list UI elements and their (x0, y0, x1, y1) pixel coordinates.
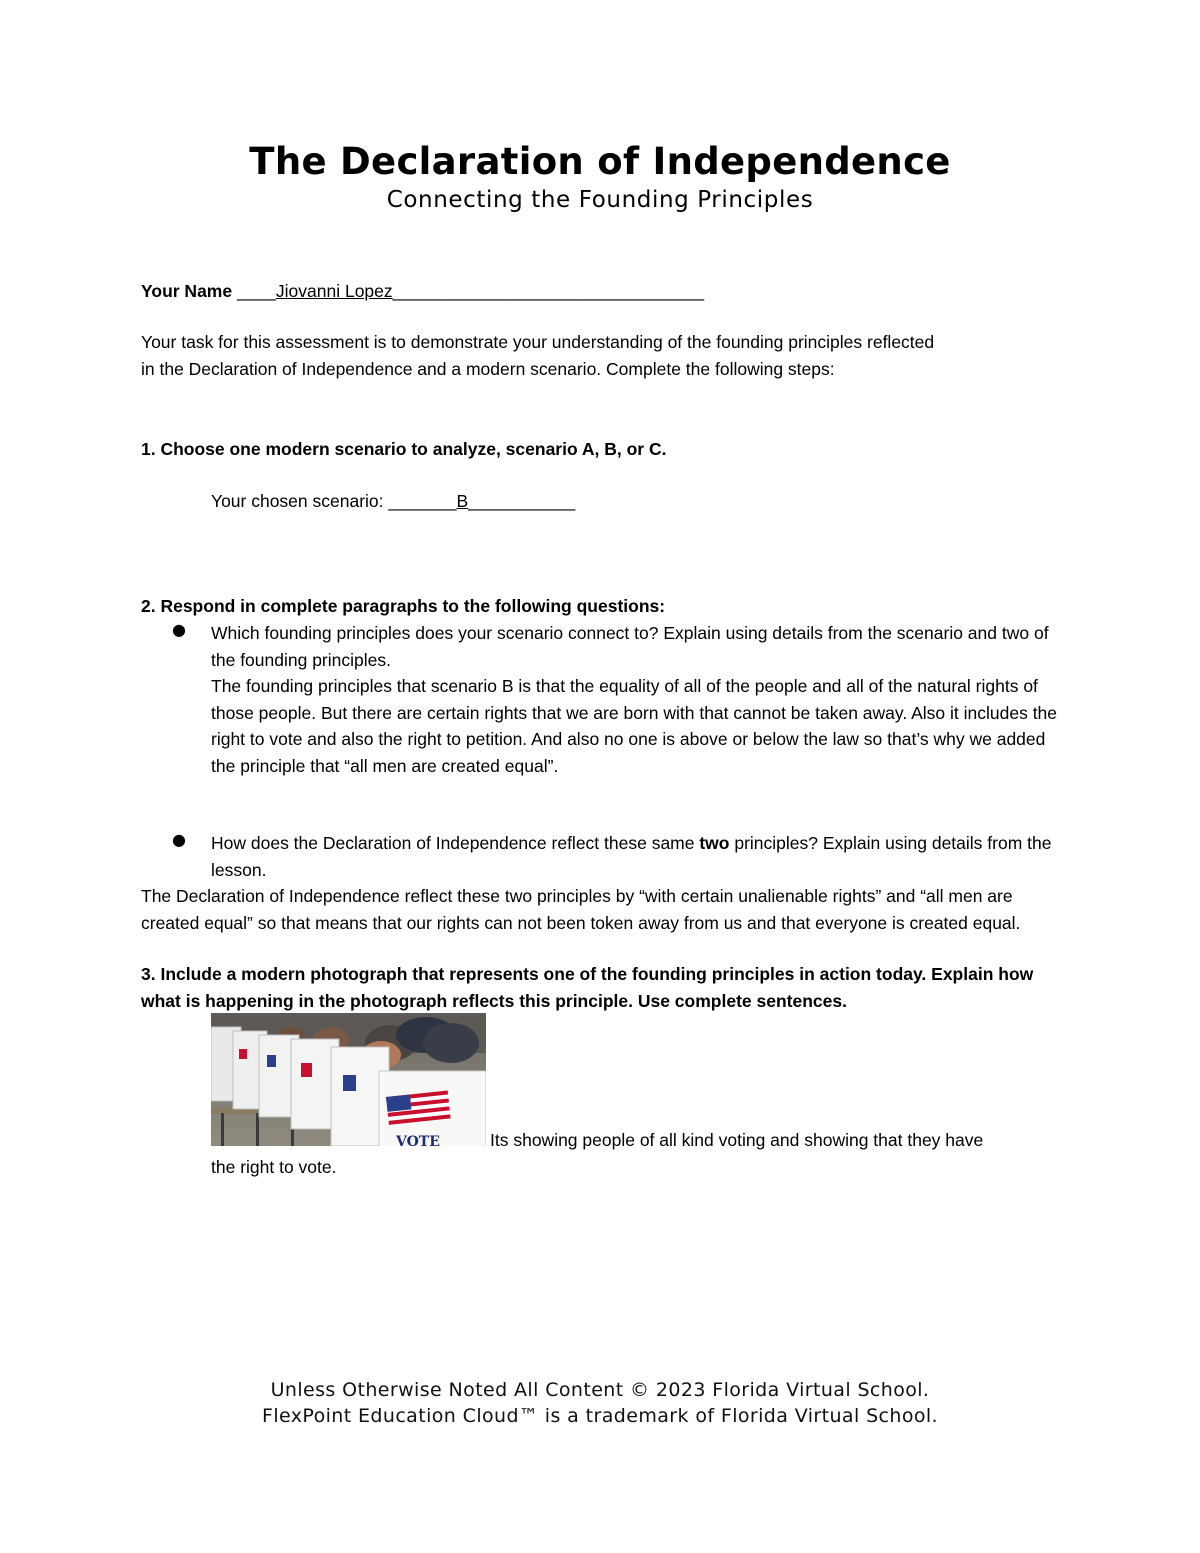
intro-line-2: in the Declaration of Independence and a modern scenario. Complete the following steps: (141, 359, 835, 379)
bullet1-answer: The founding principles that scenario B is that the equality of all of the people and all of the natural rights of those people. But there are certain rights that we are born with that cannot be taken away. Also it includes the right to vote and also the right to petition. And also no one is above or below the law so that’s why we added the principle that “all men are created equal”. (211, 676, 1058, 776)
chosen-prefix-blank: _______ (388, 491, 457, 511)
step1-heading: 1. Choose one modern scenario to analyze, scenario A, B, or C. (141, 439, 667, 459)
footer-trademark: FlexPoint Education Cloud™ is a trademark of Florida Virtual School. (262, 1405, 938, 1427)
name-line (141, 278, 704, 305)
photo-caption-line-2: the right to vote. (211, 1157, 337, 1177)
voting-photo (211, 1013, 486, 1146)
chosen-scenario-line (211, 488, 575, 515)
photo-sign-text: VOTE (396, 1134, 440, 1146)
bullet2-question-emphasis: two (699, 833, 730, 853)
chosen-scenario-value: B (456, 491, 469, 511)
bullet2-question-part-a: How does the Declaration of Independence reflect these same (211, 833, 700, 853)
bullet2-question (211, 830, 1061, 883)
name-suffix-blank: ________________________________ (392, 281, 705, 301)
step2-heading: 2. Respond in complete paragraphs to the following questions: (141, 596, 666, 616)
name-prefix-blank: ____ (232, 281, 276, 301)
footer-copyright: Unless Otherwise Noted All Content © 2023 Florida Virtual School. (270, 1379, 930, 1401)
bullet2-question-part-b: principles? Explain using details from the lesson. (211, 833, 1052, 880)
name-label: Your Name (141, 281, 233, 301)
step3-heading: 3. Include a modern photograph that represents one of the founding principles in action today. Explain how what is happening in the photograph reflects this principle. Use complete sentences. (141, 964, 1034, 1011)
bullet-dot-icon: ● (172, 620, 186, 639)
bullet1 (211, 620, 1061, 779)
chosen-suffix-blank: ___________ (468, 491, 576, 511)
name-value: Jiovanni Lopez (275, 281, 393, 301)
page-title: The Declaration of Independence (249, 140, 951, 183)
intro-line-1: Your task for this assessment is to demonstrate your understanding of the founding principles reflected (141, 332, 935, 352)
bullet2-answer: The Declaration of Independence reflect these two principles by “with certain unalienable rights” and “all men are created equal” so that means that our rights can not been token away from us and that everyone is created equal. (141, 886, 1021, 933)
chosen-scenario-label: Your chosen scenario: (211, 491, 389, 511)
photo-caption-line-1: Its showing people of all kind voting and showing that they have (490, 1130, 984, 1150)
bullet1-question: Which founding principles does your scenario connect to? Explain using details from the scenario and two of the founding principles. (211, 623, 1049, 670)
bullet-dot-icon: ● (172, 830, 186, 849)
page-subtitle: Connecting the Founding Principles (386, 187, 814, 213)
